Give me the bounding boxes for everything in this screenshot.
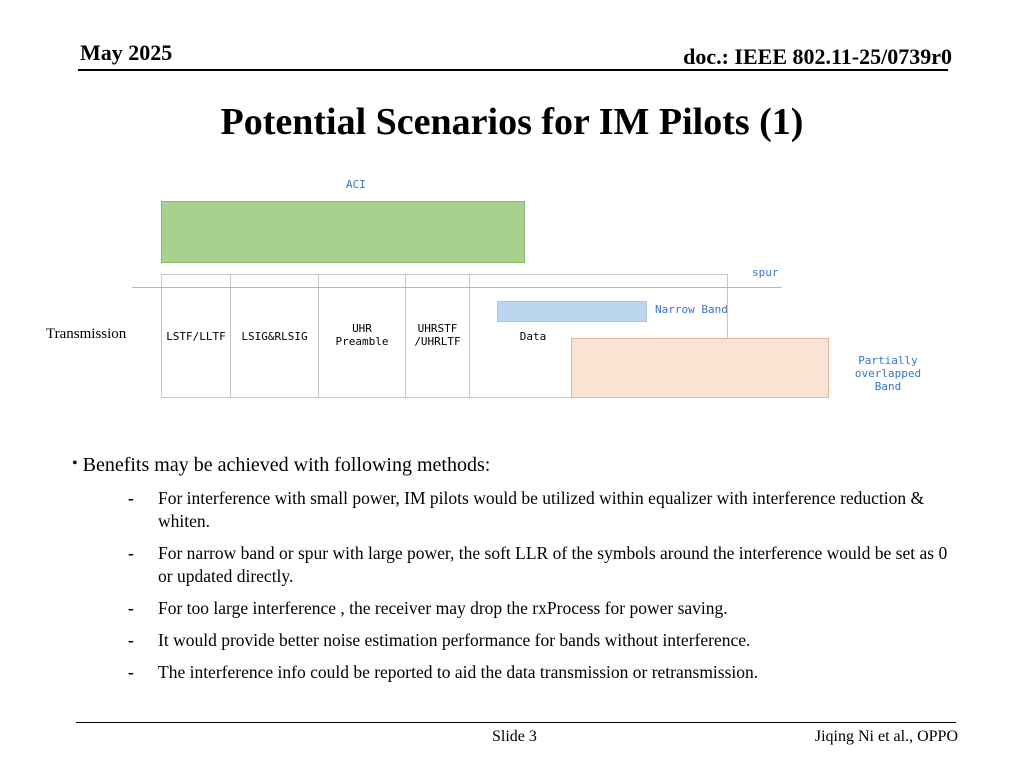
list-item [72, 629, 952, 652]
list-item-text: The interference info could be reported to aid the data transmission or retransmission. [158, 662, 759, 682]
aci-block [161, 201, 525, 263]
spur-label: spur [752, 266, 779, 279]
bullet-intro [72, 454, 952, 477]
list-item-text: For interference with small power, IM pilots would be utilized within equalizer with interference reduction & whiten. [158, 488, 925, 531]
list-item-text: For narrow band or spur with large power, the soft LLR of the symbols around the interference would be set as 0 or updated directly. [158, 543, 948, 586]
spur-line [132, 287, 782, 288]
dash-icon: - [128, 662, 134, 682]
dash-icon: - [128, 598, 134, 618]
field-lstf-lltf: LSTF/LLTF [166, 330, 226, 343]
field-data: Data [519, 330, 547, 343]
slide-title: Potential Scenarios for IM Pilots (1) [220, 101, 804, 143]
field-divider [469, 274, 470, 398]
aci-label: ACI [346, 178, 366, 191]
bullet-intro-text: Benefits may be achieved with following methods: [82, 454, 491, 476]
partially-overlapped-block [571, 338, 829, 398]
narrow-band-label: Narrow Band [655, 303, 728, 316]
dash-icon: - [128, 488, 134, 508]
field-lsig-rlsig: LSIG&RLSIG [241, 330, 308, 343]
partially-overlapped-label: Partially overlapped Band [854, 354, 922, 393]
footer-author: Jiqing Ni et al., OPPO [814, 728, 958, 745]
bullet-dot-icon: • [72, 455, 78, 472]
footer-divider [76, 722, 956, 723]
header-doc-id: doc.: IEEE 802.11-25/0739r0 [683, 44, 952, 69]
field-uhrstf-uhrltf: UHRSTF /UHRLTF [414, 322, 461, 348]
slide-number: Slide 3 [492, 728, 537, 745]
transmission-label: Transmission [46, 326, 127, 342]
field-uhr-preamble: UHR Preamble [335, 322, 389, 348]
header-date: May 2025 [80, 40, 173, 65]
list-item-text: It would provide better noise estimation performance for bands without interference. [158, 630, 751, 650]
dash-icon: - [128, 543, 134, 563]
benefits-list [72, 454, 952, 693]
list-item [72, 542, 952, 588]
list-item [72, 487, 952, 533]
list-item-text: For too large interference , the receiver may drop the rxProcess for power saving. [158, 598, 728, 618]
list-item [72, 597, 952, 620]
list-item [72, 661, 952, 684]
dash-icon: - [128, 630, 134, 650]
header-divider [78, 69, 948, 71]
narrow-band-block [497, 301, 647, 322]
